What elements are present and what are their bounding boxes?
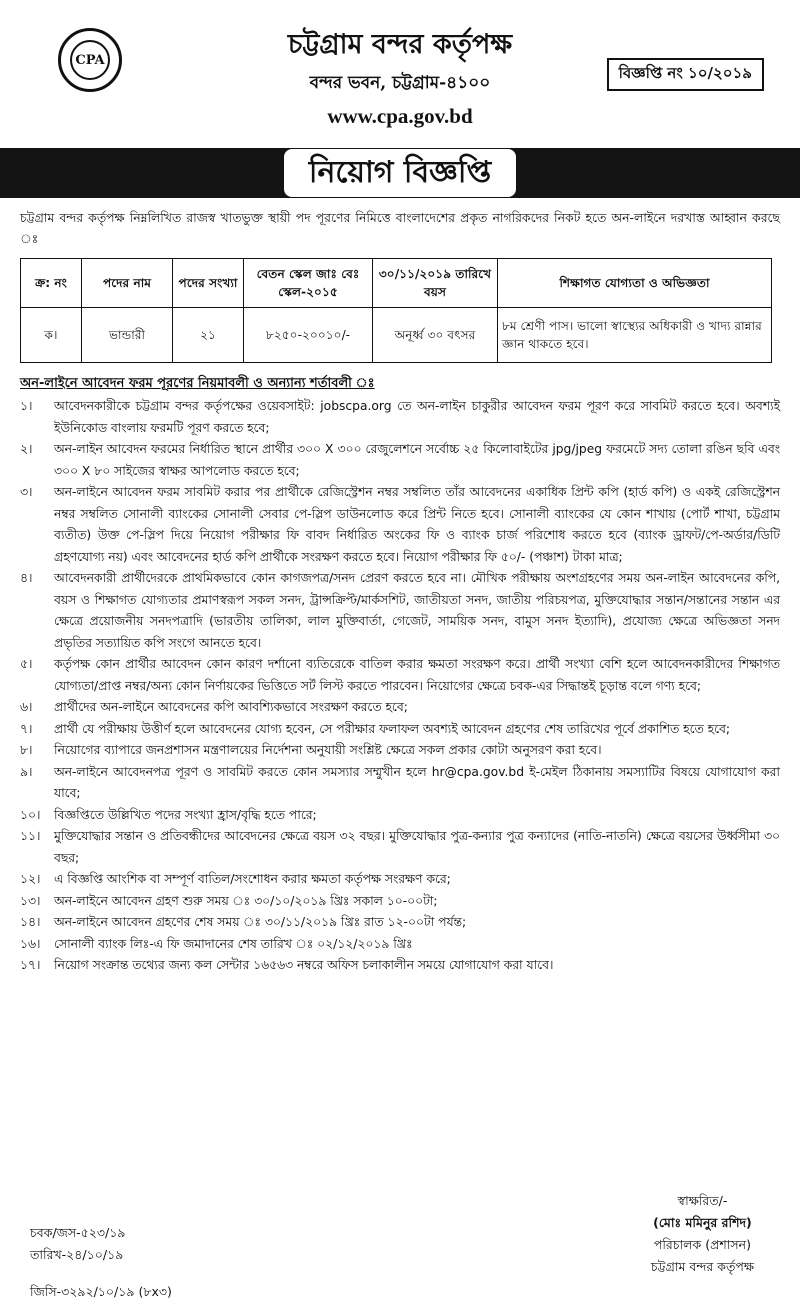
rule-text: আবেদনকারীকে চট্টগ্রাম বন্দর কর্তৃপক্ষের ওয়েবসাইট: jobscpa.org তে অন-লাইন চাকুরীর আবেদন ফরম পূরণ করে সাবমিট করতে হবে। অবশ্যই ইউনিকোড বাংলায় ফরমটি পূরণ করতে হবে;: [54, 399, 780, 435]
rule-item: [20, 869, 780, 891]
col-serial: ক্র: নং: [21, 259, 82, 308]
title-banner: [0, 148, 800, 198]
rule-item: [20, 482, 780, 568]
rule-item: [20, 740, 780, 762]
rule-text: অন-লাইনে আবেদনপত্র পূরণ ও সাবমিট করতে কোন সমস্যার সম্মুখীন হলে hr@cpa.gov.bd ই-মেইল ঠিকানায় সমস্যাটির বিষয়ে যোগাযোগ করা যাবে;: [54, 764, 780, 800]
rule-number: ১৭।: [20, 958, 41, 972]
rule-number: ১০।: [20, 807, 41, 822]
table-header-row: [21, 259, 772, 308]
signer-name: (মোঃ মমিনুর রশিদ): [653, 1215, 752, 1230]
cell-serial: ক।: [21, 308, 82, 363]
cell-pay-scale: ৮২৫০-২০০১০/-: [244, 308, 373, 363]
rule-item: [20, 955, 780, 977]
rule-text: এ বিজ্ঞপ্তি আংশিক বা সম্পূর্ণ বাতিল/সংশোধন করার ক্ষমতা কর্তৃপক্ষ সংরক্ষণ করে;: [54, 872, 451, 886]
rule-text: প্রার্থী যে পরীক্ষায় উত্তীর্ণ হলে আবেদনের যোগ্য হবেন, সে পরীক্ষার ফলাফল অবশ্যই আবেদন গ্রহণের শেষ তারিখের পূর্বে প্রকাশিত হতে হবে;: [54, 721, 731, 736]
rule-item: [20, 439, 780, 482]
rule-number: ১৪।: [20, 915, 41, 929]
org-address: বন্দর ভবন, চট্টগ্রাম-৪১০০: [309, 73, 491, 93]
rule-number: ৫।: [20, 657, 33, 671]
rule-number: ১২।: [20, 872, 41, 886]
rule-text: অন-লাইন আবেদন ফরমের নির্ধারিত স্থানে প্রার্থীর ৩০০ X ৩০০ রেজুলেশনে সর্বোচ্চ ২৫ কিলোবাইটের jpg/jpeg ফরমেটে সদ্য তোলা রঙিন ছবি এবং ৩০০ X ৮০ সাইজের স্বাক্ষর আপলোড করতে হবে;: [54, 442, 780, 478]
rule-number: ১৬।: [20, 936, 41, 951]
rule-item: [20, 934, 780, 956]
org-website: www.cpa.gov.bd: [327, 104, 473, 128]
intro-text: চট্টগ্রাম বন্দর কর্তৃপক্ষ নিম্নলিখিত রাজস্ব খাতভুক্ত স্থায়ী পদ পূরণের নিমিত্তে বাংলাদেশের প্রকৃত নাগরিকদের নিকট হতে অন-লাইনে দরখাস্ত আহ্বান করছে ঃ: [20, 210, 780, 246]
rule-item: [20, 891, 780, 913]
rule-text: বিজ্ঞপ্তিতে উল্লিখিত পদের সংখ্যা হ্রাস/বৃদ্ধি হতে পারে;: [54, 807, 317, 822]
col-post-name: পদের নাম: [82, 259, 173, 308]
cell-age: অনূর্ধ্ব ৩০ বৎসর: [373, 308, 498, 363]
signer-org: চট্টগ্রাম বন্দর কর্তৃপক্ষ: [650, 1259, 754, 1274]
reference-number: চবক/জস-৫২৩/১৯: [30, 1225, 126, 1240]
rule-text: নিয়োগ সংক্রান্ত তথ্যের জন্য কল সেন্টার ১৬৫৬৩ নম্বরে অফিস চলাকালীন সময়ে যোগাযোগ করা যাবে।: [54, 958, 554, 972]
rule-number: ২।: [20, 442, 33, 456]
rule-item: [20, 396, 780, 439]
rule-text: অন-লাইনে আবেদন গ্রহণের শেষ সময় ঃ ৩০/১১/২০১৯ খ্রিঃ রাত ১২-০০টা পর্যন্ত;: [54, 915, 467, 929]
cell-post-name: ভান্ডারী: [82, 308, 173, 363]
col-age: ৩০/১১/২০১৯ তারিখে বয়স: [373, 259, 498, 308]
rule-text: সোনালী ব্যাংক লিঃ-এ ফি জমাদানের শেষ তারিখ ঃ ০২/১২/২০১৯ খ্রিঃ: [54, 936, 413, 951]
rule-item: [20, 805, 780, 827]
rule-text: আবেদনকারী প্রার্থীদেরকে প্রাথমিকভাবে কোন কাগজপত্র/সনদ প্রেরণ করতে হবে না। মৌখিক পরীক্ষায় অংশগ্রহণের সময় অন-লাইন আবেদনের কপি, বয়স ও শিক্ষাগত যোগ্যতার প্রমাণস্বরূপ সকল সনদ, ট্রান্সক্রিপ্ট/মার্কসশিট, জাতীয়তা সনদ, জাতীয় পরিচয়পত্র, মুক্তিযোদ্ধার সন্তান/সন্তানের সন্তান এর ক্ষেত্রে প্রয়োজনীয় সনদপত্রাদি (ভারতীয় তালিকা, লাল মুক্তিবার্তা, গেজেট, সাময়িক সনদ, বামুস সনদ ইত্যাদি), প্রযোজ্য ক্ষেত্রে অভিজ্ঞতা সনদ প্রভৃতির সত্যায়িত কপি সংগে আনতে হবে।: [54, 571, 780, 650]
rule-item: [20, 697, 780, 719]
org-name: চট্টগ্রাম বন্দর কর্তৃপক্ষ: [287, 29, 513, 60]
rule-number: ৭।: [20, 721, 33, 736]
rule-number: ৩।: [20, 485, 33, 499]
signer-title: পরিচালক (প্রশাসন): [653, 1237, 752, 1252]
page-title: নিয়োগ বিজ্ঞপ্তি: [284, 149, 516, 197]
rule-text: কর্তৃপক্ষ কোন প্রার্থীর আবেদন কোন কারণ দর্শানো ব্যতিরেকে বাতিল করার ক্ষমতা সংরক্ষণ করে। প্রার্থী সংখ্যা বেশি হলে আবেদনকারীদের শিক্ষাগত যোগ্যতা/প্রাপ্ত নম্বর/অন্য কোন নির্ণায়কের ভিত্তিতে সর্ট লিস্ট করতে পারবেন। নিয়োগের ক্ষেত্রে চবক-এর সিদ্ধান্তই চূড়ান্ত বলে গণ্য হবে;: [54, 657, 780, 693]
rule-text: অন-লাইনে আবেদন ফরম সাবমিট করার পর প্রার্থীকে রেজিস্ট্রেশন নম্বর সম্বলিত তাঁর আবেদনের একাধিক প্রিন্ট কপি (হার্ড কপি) ও একই রেজিস্ট্রেশন নম্বর সম্বলিত সোনালী ব্যাংকের সোনালী সেবার পে-স্লিপ ডাউনলোড করে প্রিন্ট নিতে হবে। সোনালী ব্যাংকের যে কোন শাখায় (পোর্ট শাখা, চট্টগ্রাম ব্যতীত) উক্ত পে-স্লিপ দিয়ে নিয়োগ পরীক্ষার ফি বাবদ নির্ধারিত অংকের ফি ও ব্যাংক চার্জ পরিশোধ করতে হবে (ব্যাংক ড্রাফট/পে-অর্ডার/ডিটি গ্রহণযোগ্য নয়) এবং আবেদনের হার্ড কপি প্রার্থীকে সংরক্ষণ করতে হবে। নিয়োগ পরীক্ষার ফি ৫০/- (পঞ্চাশ) টাকা মাত্র;: [54, 485, 780, 564]
rule-number: ১৩।: [20, 893, 41, 908]
col-post-count: পদের সংখ্যা: [173, 259, 244, 308]
header: [14, 0, 786, 148]
reference-block: [30, 1222, 125, 1266]
rule-number: ১১।: [20, 829, 41, 843]
rule-item: [20, 762, 780, 805]
posts-table: [20, 258, 772, 363]
rule-item: [20, 719, 780, 741]
table-row: [21, 308, 772, 363]
col-qualification: শিক্ষাগত যোগ্যতা ও অভিজ্ঞতা: [498, 259, 772, 308]
rule-number: ৮।: [20, 743, 33, 757]
col-pay-scale: বেতন স্কেল জাঃ বেঃ স্কেল-২০১৫: [244, 259, 373, 308]
rule-number: ৪।: [20, 571, 33, 585]
rule-item: [20, 568, 780, 654]
rule-item: [20, 912, 780, 934]
rule-number: ৯।: [20, 764, 33, 779]
signature-block: [651, 1190, 754, 1278]
rules-title: অন-লাইনে আবেদন ফরম পূরণের নিয়মাবলী ও অন্যান্য শর্তাবলী ঃ: [20, 376, 375, 391]
rule-text: প্রার্থীদের অন-লাইনে আবেদনের কপি আবশ্যিকভাবে সংরক্ষণ করতে হবে;: [54, 700, 408, 714]
cell-post-count: ২১: [173, 308, 244, 363]
notice-number: বিজ্ঞপ্তি নং ১০/২০১৯: [607, 58, 764, 91]
rule-item: [20, 654, 780, 697]
rule-text: অন-লাইনে আবেদন গ্রহণ শুরু সময় ঃ ৩০/১০/২০১৯ খ্রিঃ সকাল ১০-০০টা;: [54, 893, 438, 908]
logo-inner: CPA: [70, 40, 110, 80]
rules-section: [20, 374, 780, 977]
gc-code: জিসি-৩২৯২/১০/১৯ (৮x৩): [30, 1284, 172, 1299]
rule-number: ১।: [20, 399, 33, 413]
rule-item: [20, 826, 780, 869]
rule-number: ৬।: [20, 700, 33, 714]
cell-qualification: ৮ম শ্রেণী পাস। ভালো স্বাস্থ্যের অধিকারী ও খাদ্য রান্নার জ্ঞান থাকতে হবে।: [498, 308, 772, 363]
reference-date: তারিখ-২৪/১০/১৯: [30, 1247, 124, 1262]
rule-text: মুক্তিযোদ্ধার সন্তান ও প্রতিবন্ধীদের আবেদনের ক্ষেত্রে বয়স ৩২ বছর। মুক্তিযোদ্ধার পুত্র-কন্যার পুত্র কন্যাদের (নাতি-নাতনি) ক্ষেত্রে বয়সের উর্ধ্বসীমা ৩০ বছর;: [54, 829, 780, 865]
rule-text: নিয়োগের ব্যাপারে জনপ্রশাসন মন্ত্রণালয়ের নির্দেশনা অনুযায়ী সংশ্লিষ্ট ক্ষেত্রে সকল প্রকার কোটা অনুসরণ করা হবে।: [54, 743, 602, 757]
signed-label: স্বাক্ষরিত/-: [677, 1193, 728, 1208]
